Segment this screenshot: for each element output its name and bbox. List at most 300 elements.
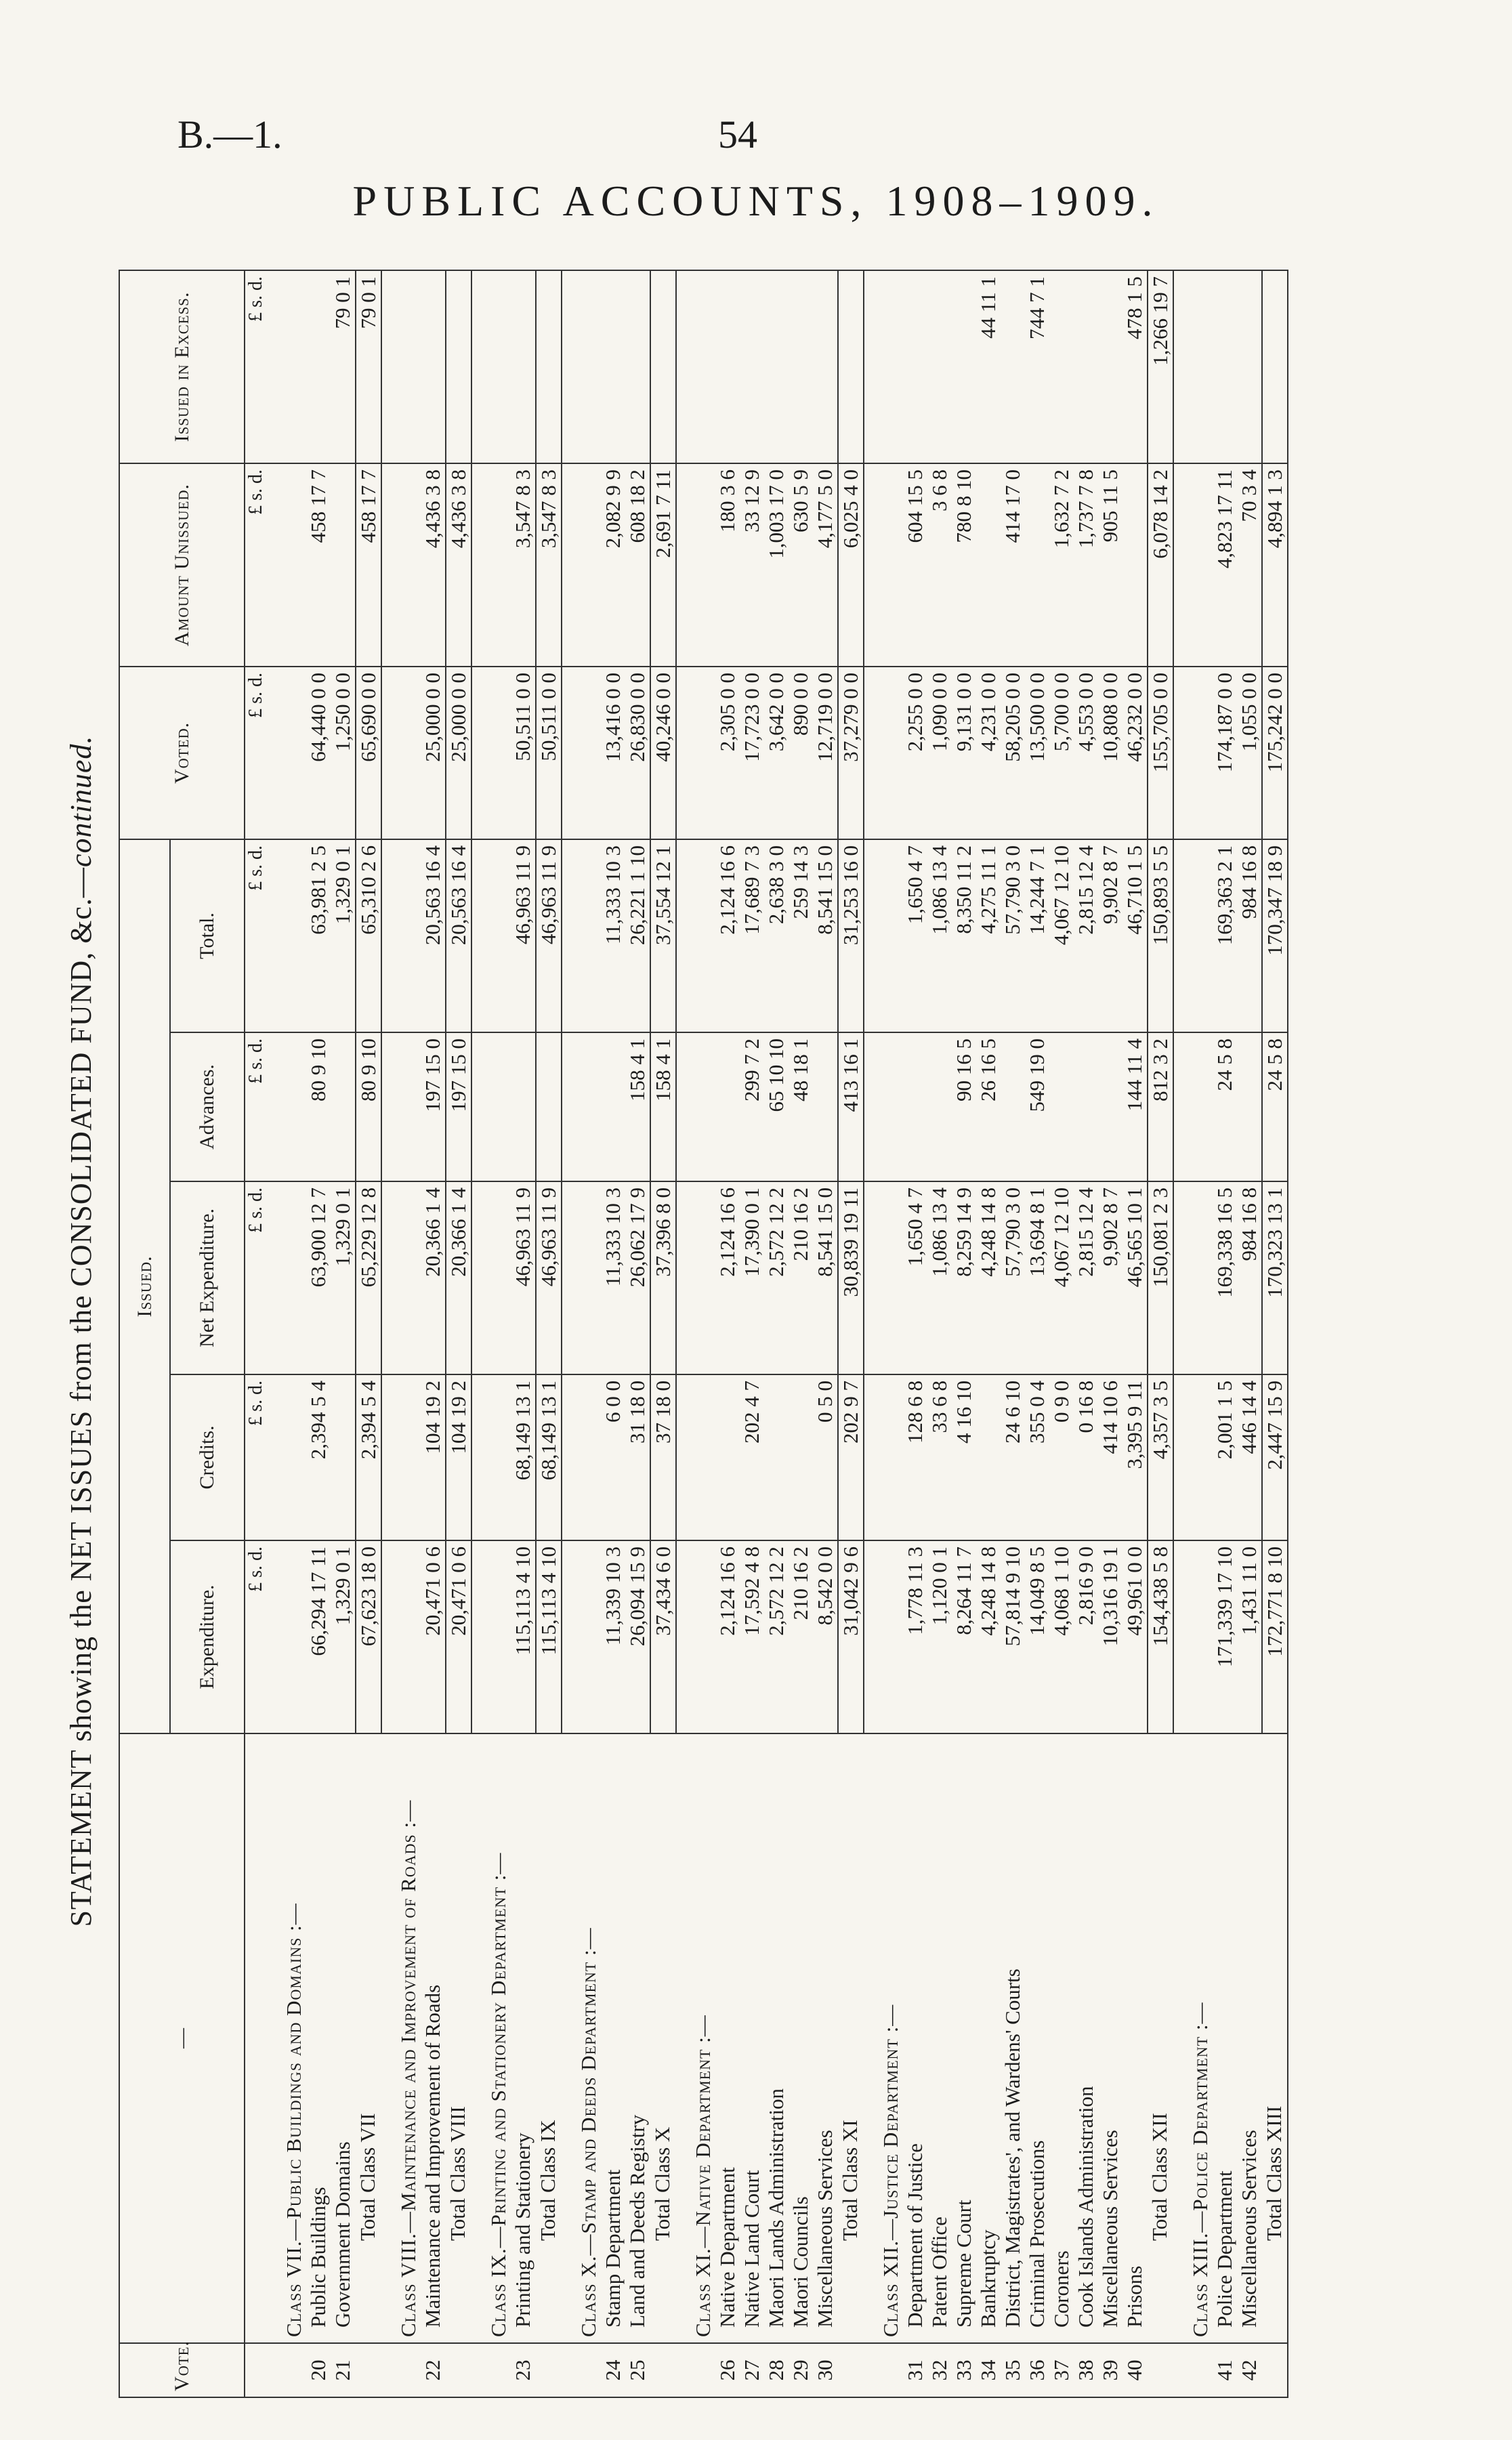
- voted-value: 9,131 0 0: [952, 667, 976, 839]
- voted-value: 12,719 0 0: [813, 667, 838, 839]
- credits-total: 2,447 15 9: [1262, 1374, 1288, 1540]
- issued-in-excess-value: [625, 270, 650, 463]
- amount-unissued-total: 6,078 14 2: [1148, 463, 1173, 667]
- vote-cell: [838, 2343, 864, 2397]
- table-row: [789, 270, 813, 2397]
- total-value: 4,067 12 10: [1049, 839, 1074, 1032]
- empty-cell: [267, 1374, 306, 1540]
- advances-value: [511, 1032, 536, 1181]
- voted-value: 50,511 0 0: [511, 667, 536, 839]
- amount-unissued-value: 608 18 2: [625, 463, 650, 667]
- amount-unissued-total: 4,894 1 3: [1262, 463, 1288, 667]
- empty-cell: [864, 270, 903, 463]
- table-row: [1001, 270, 1025, 2397]
- advances-value: [1098, 1032, 1122, 1181]
- amount-unissued-value: [976, 463, 1001, 667]
- empty-cell: [381, 1032, 421, 1181]
- table-row: [306, 270, 331, 2397]
- vote-cell: [1262, 2343, 1288, 2397]
- advances-total: [536, 1032, 562, 1181]
- total-value: 259 14 3: [789, 839, 813, 1032]
- credits-value: 104 19 2: [421, 1374, 446, 1540]
- empty-cell: [471, 667, 511, 839]
- net-expenditure-value: 46,565 10 1: [1122, 1181, 1148, 1374]
- expenditure-value: 171,339 17 10: [1213, 1540, 1237, 1733]
- amount-unissued-value: [1122, 463, 1148, 667]
- voted-total: 25,000 0 0: [446, 667, 471, 839]
- credits-value: 355 0 4: [1025, 1374, 1049, 1540]
- voted-value: 5,700 0 0: [1049, 667, 1074, 839]
- expenditure-total: 20,471 0 6: [446, 1540, 471, 1733]
- total-value: 2,638 3 0: [764, 839, 789, 1032]
- total-row: [838, 270, 864, 2397]
- credits-value: 4 16 10: [952, 1374, 976, 1540]
- empty-cell: [1173, 1374, 1213, 1540]
- col-vote: Vote.: [119, 2343, 245, 2397]
- issued-in-excess-value: [1049, 270, 1074, 463]
- net-expenditure-total: 20,366 1 4: [446, 1181, 471, 1374]
- total-label: Total Class XIII: [1262, 1733, 1288, 2343]
- amount-unissued-total: 458 17 7: [356, 463, 381, 667]
- class-heading-row: [381, 270, 421, 2397]
- credits-total: 104 19 2: [446, 1374, 471, 1540]
- advances-value: [1001, 1032, 1025, 1181]
- credits-value: 2,001 1 5: [1213, 1374, 1237, 1540]
- table-row: [927, 270, 952, 2397]
- empty-cell: [381, 667, 421, 839]
- amount-unissued-value: 604 15 5: [903, 463, 927, 667]
- class-heading: Class IX.—Printing and Stationery Department :—: [471, 1733, 511, 2343]
- voted-value: 46,232 0 0: [1122, 667, 1148, 839]
- total-value: 8,350 11 2: [952, 839, 976, 1032]
- net-expenditure-value: 169,338 16 5: [1213, 1181, 1237, 1374]
- item-name: Public Buildings: [306, 1733, 331, 2343]
- vote-cell: [267, 2343, 306, 2397]
- advances-total: 24 5 8: [1262, 1032, 1288, 1181]
- voted-total: 155,705 0 0: [1148, 667, 1173, 839]
- empty-cell: [381, 270, 421, 463]
- total-label: Total Class XII: [1148, 1733, 1173, 2343]
- table-row: [1074, 270, 1098, 2397]
- voted-value: 1,055 0 0: [1237, 667, 1262, 839]
- amount-unissued-value: 414 17 0: [1001, 463, 1025, 667]
- vote-number: 37: [1049, 2343, 1074, 2397]
- advances-value: 26 16 5: [976, 1032, 1001, 1181]
- net-expenditure-value: 26,062 17 9: [625, 1181, 650, 1374]
- amount-unissued-value: 780 8 10: [952, 463, 976, 667]
- item-name: Department of Justice: [903, 1733, 927, 2343]
- item-name: Maori Lands Administration: [764, 1733, 789, 2343]
- rotated-table-area: [47, 264, 1490, 2398]
- voted-value: 1,250 0 0: [331, 667, 356, 839]
- advances-value: [927, 1032, 952, 1181]
- advances-total: 413 16 1: [838, 1032, 864, 1181]
- empty-cell: [1173, 1032, 1213, 1181]
- vote-number: 39: [1098, 2343, 1122, 2397]
- total-value: 169,363 2 1: [1213, 839, 1237, 1032]
- voted-total: 65,690 0 0: [356, 667, 381, 839]
- col-net-expenditure: Net Expenditure.: [170, 1181, 245, 1374]
- advances-value: 24 5 8: [1213, 1032, 1237, 1181]
- net-expenditure-value: 11,333 10 3: [601, 1181, 625, 1374]
- expenditure-total: 172,771 8 10: [1262, 1540, 1288, 1733]
- expenditure-value: 1,778 11 3: [903, 1540, 927, 1733]
- vote-number: 35: [1001, 2343, 1025, 2397]
- voted-value: 4,231 0 0: [976, 667, 1001, 839]
- total-value: 14,244 7 1: [1025, 839, 1049, 1032]
- expenditure-value: 2,816 9 0: [1074, 1540, 1098, 1733]
- expenditure-total: 37,434 6 0: [650, 1540, 676, 1733]
- voted-total: 37,279 0 0: [838, 667, 864, 839]
- advances-total: 812 3 2: [1148, 1032, 1173, 1181]
- empty-cell: [562, 463, 601, 667]
- advances-value: 158 4 1: [625, 1032, 650, 1181]
- table-row: [952, 270, 976, 2397]
- expenditure-value: 1,431 11 0: [1237, 1540, 1262, 1733]
- advances-value: [1074, 1032, 1098, 1181]
- empty-cell: [381, 1374, 421, 1540]
- voted-value: 4,553 0 0: [1074, 667, 1098, 839]
- amount-unissued-value: 70 3 4: [1237, 463, 1262, 667]
- voted-value: 13,416 0 0: [601, 667, 625, 839]
- vote-number: 25: [625, 2343, 650, 2397]
- empty-cell: [471, 463, 511, 667]
- item-name: Bankruptcy: [976, 1733, 1001, 2343]
- empty-cell: [471, 839, 511, 1032]
- voted-value: 2,255 0 0: [903, 667, 927, 839]
- amount-unissued-value: 1,737 7 8: [1074, 463, 1098, 667]
- voted-value: 1,090 0 0: [927, 667, 952, 839]
- col-issued-group: Issued.: [119, 839, 170, 1733]
- total-value: 20,563 16 4: [421, 839, 446, 1032]
- credits-value: 0 9 0: [1049, 1374, 1074, 1540]
- amount-unissued-value: [1025, 463, 1049, 667]
- net-expenditure-value: 1,650 4 7: [903, 1181, 927, 1374]
- item-name: District, Magistrates', and Wardens' Courts: [1001, 1733, 1025, 2343]
- units-row: [245, 270, 267, 2397]
- vote-cell: [1173, 2343, 1213, 2397]
- net-expenditure-value: 2,815 12 4: [1074, 1181, 1098, 1374]
- issued-in-excess-value: [764, 270, 789, 463]
- expenditure-value: 20,471 0 6: [421, 1540, 446, 1733]
- empty-cell: [1173, 667, 1213, 839]
- item-name: Miscellaneous Services: [1098, 1733, 1122, 2343]
- class-heading-row: [1173, 270, 1213, 2397]
- net-expenditure-total: 30,839 19 11: [838, 1181, 864, 1374]
- vote-cell: [446, 2343, 471, 2397]
- advances-value: [331, 1032, 356, 1181]
- vote-number: 40: [1122, 2343, 1148, 2397]
- voted-value: 58,205 0 0: [1001, 667, 1025, 839]
- issued-in-excess-value: [601, 270, 625, 463]
- net-expenditure-total: 150,081 2 3: [1148, 1181, 1173, 1374]
- col-issued-in-excess: Issued in Excess.: [119, 270, 245, 463]
- table-row: [903, 270, 927, 2397]
- issued-in-excess-value: [1001, 270, 1025, 463]
- amount-unissued-total: 3,547 8 3: [536, 463, 562, 667]
- item-name: Government Domains: [331, 1733, 356, 2343]
- advances-value: 549 19 0: [1025, 1032, 1049, 1181]
- voted-value: 64,440 0 0: [306, 667, 331, 839]
- empty-cell: [676, 1032, 715, 1181]
- amount-unissued-value: 4,823 17 11: [1213, 463, 1237, 667]
- issued-in-excess-total: [650, 270, 676, 463]
- amount-unissued-value: [331, 463, 356, 667]
- statement-continued: continued.: [64, 735, 98, 868]
- net-expenditure-value: 9,902 8 7: [1098, 1181, 1122, 1374]
- item-name: Police Department: [1213, 1733, 1237, 2343]
- rotated-content: [47, 264, 1490, 2398]
- net-expenditure-total: 170,323 13 1: [1262, 1181, 1288, 1374]
- advances-value: 90 16 5: [952, 1032, 976, 1181]
- class-heading-row: [267, 270, 306, 2397]
- voted-value: 25,000 0 0: [421, 667, 446, 839]
- vote-number: 38: [1074, 2343, 1098, 2397]
- vote-cell: [381, 2343, 421, 2397]
- unit-cell: £ s. d.: [245, 1032, 267, 1181]
- net-expenditure-value: 17,390 0 1: [740, 1181, 764, 1374]
- amount-unissued-total: 6,025 4 0: [838, 463, 864, 667]
- expenditure-value: 2,124 16 6: [715, 1540, 740, 1733]
- credits-value: 3,395 9 11: [1122, 1374, 1148, 1540]
- net-expenditure-value: 2,572 12 2: [764, 1181, 789, 1374]
- voted-value: 174,187 0 0: [1213, 667, 1237, 839]
- total-label: Total Class XI: [838, 1733, 864, 2343]
- empty-cell: [562, 1181, 601, 1374]
- class-heading: Class X.—Stamp and Deeds Department :—: [562, 1733, 601, 2343]
- net-expenditure-value: 210 16 2: [789, 1181, 813, 1374]
- empty-cell: [381, 1540, 421, 1733]
- credits-value: [976, 1374, 1001, 1540]
- total-value: 57,790 3 0: [1001, 839, 1025, 1032]
- issued-in-excess-value: [789, 270, 813, 463]
- advances-total: 158 4 1: [650, 1032, 676, 1181]
- total-row: [650, 270, 676, 2397]
- vote-cell: [471, 2343, 511, 2397]
- credits-value: 0 16 8: [1074, 1374, 1098, 1540]
- item-name: Prisons: [1122, 1733, 1148, 2343]
- credits-total: 68,149 13 1: [536, 1374, 562, 1540]
- amount-unissued-value: 180 3 6: [715, 463, 740, 667]
- empty-cell: [471, 1540, 511, 1733]
- advances-value: [1049, 1032, 1074, 1181]
- net-expenditure-value: 2,124 16 6: [715, 1181, 740, 1374]
- table-row: [715, 270, 740, 2397]
- credits-value: [789, 1374, 813, 1540]
- credits-value: 68,149 13 1: [511, 1374, 536, 1540]
- vote-number: 42: [1237, 2343, 1262, 2397]
- amount-unissued-value: 4,436 3 8: [421, 463, 446, 667]
- class-heading: Class VII.—Public Buildings and Domains :—: [267, 1733, 306, 2343]
- total-total: 37,554 12 1: [650, 839, 676, 1032]
- col-expenditure: Expenditure.: [170, 1540, 245, 1733]
- issued-in-excess-total: 79 0 1: [356, 270, 381, 463]
- expenditure-total: 154,438 5 8: [1148, 1540, 1173, 1733]
- vote-cell: [676, 2343, 715, 2397]
- voted-value: 890 0 0: [789, 667, 813, 839]
- issued-in-excess-value: [927, 270, 952, 463]
- unit-cell: £ s. d.: [245, 1374, 267, 1540]
- table-row: [1025, 270, 1049, 2397]
- item-name: Cook Islands Administration: [1074, 1733, 1098, 2343]
- amount-unissued-value: 2,082 9 9: [601, 463, 625, 667]
- page-number: 54: [718, 112, 757, 156]
- issued-in-excess-value: [421, 270, 446, 463]
- vote-cell: [536, 2343, 562, 2397]
- advances-value: 197 15 0: [421, 1032, 446, 1181]
- empty-cell: [864, 1032, 903, 1181]
- issued-in-excess-value: [1237, 270, 1262, 463]
- table-row: [1213, 270, 1237, 2397]
- col-credits: Credits.: [170, 1374, 245, 1540]
- empty-cell: [562, 839, 601, 1032]
- expenditure-value: 2,572 12 2: [764, 1540, 789, 1733]
- item-name: Miscellaneous Services: [1237, 1733, 1262, 2343]
- empty-cell: [1173, 270, 1213, 463]
- page-title: PUBLIC ACCOUNTS, 1908–1909.: [352, 177, 1160, 225]
- vote-number: 33: [952, 2343, 976, 2397]
- issued-in-excess-value: [1074, 270, 1098, 463]
- voted-value: 10,808 0 0: [1098, 667, 1122, 839]
- vote-number: 26: [715, 2343, 740, 2397]
- voted-value: 17,723 0 0: [740, 667, 764, 839]
- empty-cell: [864, 463, 903, 667]
- net-expenditure-value: 1,086 13 4: [927, 1181, 952, 1374]
- item-name: Maori Councils: [789, 1733, 813, 2343]
- vote-number: 28: [764, 2343, 789, 2397]
- credits-value: 24 6 10: [1001, 1374, 1025, 1540]
- issued-in-excess-total: [446, 270, 471, 463]
- advances-value: [813, 1032, 838, 1181]
- credits-value: 0 5 0: [813, 1374, 838, 1540]
- net-expenditure-value: 46,963 11 9: [511, 1181, 536, 1374]
- net-expenditure-value: 63,900 12 7: [306, 1181, 331, 1374]
- vote-number: 31: [903, 2343, 927, 2397]
- class-heading-row: [562, 270, 601, 2397]
- credits-value: 31 18 0: [625, 1374, 650, 1540]
- credits-value: 33 6 8: [927, 1374, 952, 1540]
- net-expenditure-value: 8,259 14 9: [952, 1181, 976, 1374]
- table-row: [1237, 270, 1262, 2397]
- advances-value: 48 18 1: [789, 1032, 813, 1181]
- issued-in-excess-value: 44 11 1: [976, 270, 1001, 463]
- credits-value: 414 10 6: [1098, 1374, 1122, 1540]
- issued-in-excess-total: [1262, 270, 1288, 463]
- expenditure-value: 10,316 19 1: [1098, 1540, 1122, 1733]
- net-expenditure-value: 13,694 8 1: [1025, 1181, 1049, 1374]
- empty-cell: [471, 270, 511, 463]
- vote-number: 22: [421, 2343, 446, 2397]
- total-row: [1148, 270, 1173, 2397]
- empty-cell: [471, 1032, 511, 1181]
- class-heading: Class XIII.—Police Department :—: [1173, 1733, 1213, 2343]
- advances-value: 65 10 10: [764, 1032, 789, 1181]
- total-value: 26,221 1 10: [625, 839, 650, 1032]
- credits-value: 446 14 4: [1237, 1374, 1262, 1540]
- table-row: [764, 270, 789, 2397]
- total-row: [536, 270, 562, 2397]
- table-row: [601, 270, 625, 2397]
- credits-total: 2,394 5 4: [356, 1374, 381, 1540]
- empty-cell: [562, 667, 601, 839]
- item-name: Native Land Court: [740, 1733, 764, 2343]
- table-body: [245, 270, 1288, 2397]
- empty-cell: [471, 1374, 511, 1540]
- amount-unissued-value: 905 11 5: [1098, 463, 1122, 667]
- voted-total: 50,511 0 0: [536, 667, 562, 839]
- advances-value: [601, 1032, 625, 1181]
- total-value: 17,689 7 3: [740, 839, 764, 1032]
- total-total: 20,563 16 4: [446, 839, 471, 1032]
- empty-cell: [676, 1374, 715, 1540]
- issued-in-excess-total: [838, 270, 864, 463]
- col-voted: Voted.: [119, 667, 245, 839]
- advances-value: [1237, 1032, 1262, 1181]
- item-name: Patent Office: [927, 1733, 952, 2343]
- item-name: Criminal Prosecutions: [1025, 1733, 1049, 2343]
- unit-cell: £ s. d.: [245, 463, 267, 667]
- total-value: 46,963 11 9: [511, 839, 536, 1032]
- total-value: 1,086 13 4: [927, 839, 952, 1032]
- expenditure-value: 17,592 4 8: [740, 1540, 764, 1733]
- class-heading: Class XII.—Justice Department :—: [864, 1733, 903, 2343]
- item-name: Miscellaneous Services: [813, 1733, 838, 2343]
- total-label: Total Class X: [650, 1733, 676, 2343]
- expenditure-value: 26,094 15 9: [625, 1540, 650, 1733]
- unit-cell: £ s. d.: [245, 1181, 267, 1374]
- item-name: Printing and Stationery: [511, 1733, 536, 2343]
- voted-value: 13,500 0 0: [1025, 667, 1049, 839]
- total-label: Total Class VIII: [446, 1733, 471, 2343]
- advances-value: 80 9 10: [306, 1032, 331, 1181]
- table-row: [625, 270, 650, 2397]
- table-row: [421, 270, 446, 2397]
- net-expenditure-total: 37,396 8 0: [650, 1181, 676, 1374]
- empty-cell: [267, 463, 306, 667]
- total-total: 65,310 2 6: [356, 839, 381, 1032]
- empty-cell: [676, 463, 715, 667]
- empty-cell: [676, 667, 715, 839]
- total-value: 63,981 2 5: [306, 839, 331, 1032]
- empty-cell: [864, 1540, 903, 1733]
- amount-unissued-value: 3,547 8 3: [511, 463, 536, 667]
- credits-value: [764, 1374, 789, 1540]
- empty-cell: [562, 1374, 601, 1540]
- advances-value: 144 11 4: [1122, 1032, 1148, 1181]
- credits-value: 202 4 7: [740, 1374, 764, 1540]
- total-row: [1262, 270, 1288, 2397]
- empty-cell: [1173, 463, 1213, 667]
- total-label: Total Class IX: [536, 1733, 562, 2343]
- item-name: Maintenance and Improvement of Roads: [421, 1733, 446, 2343]
- empty-cell: [267, 839, 306, 1032]
- total-value: 2,124 16 6: [715, 839, 740, 1032]
- empty-cell: [267, 1032, 306, 1181]
- vote-number: 21: [331, 2343, 356, 2397]
- vote-cell: [864, 2343, 903, 2397]
- net-expenditure-value: 8,541 15 0: [813, 1181, 838, 1374]
- net-expenditure-value: 4,248 14 8: [976, 1181, 1001, 1374]
- table-row: [511, 270, 536, 2397]
- issued-in-excess-value: [903, 270, 927, 463]
- total-value: 11,333 10 3: [601, 839, 625, 1032]
- total-total: 46,963 11 9: [536, 839, 562, 1032]
- unit-cell: £ s. d.: [245, 1540, 267, 1733]
- amount-unissued-value: 4,177 5 0: [813, 463, 838, 667]
- amount-unissued-value: 1,632 7 2: [1049, 463, 1074, 667]
- expenditure-value: 115,113 4 10: [511, 1540, 536, 1733]
- total-row: [446, 270, 471, 2397]
